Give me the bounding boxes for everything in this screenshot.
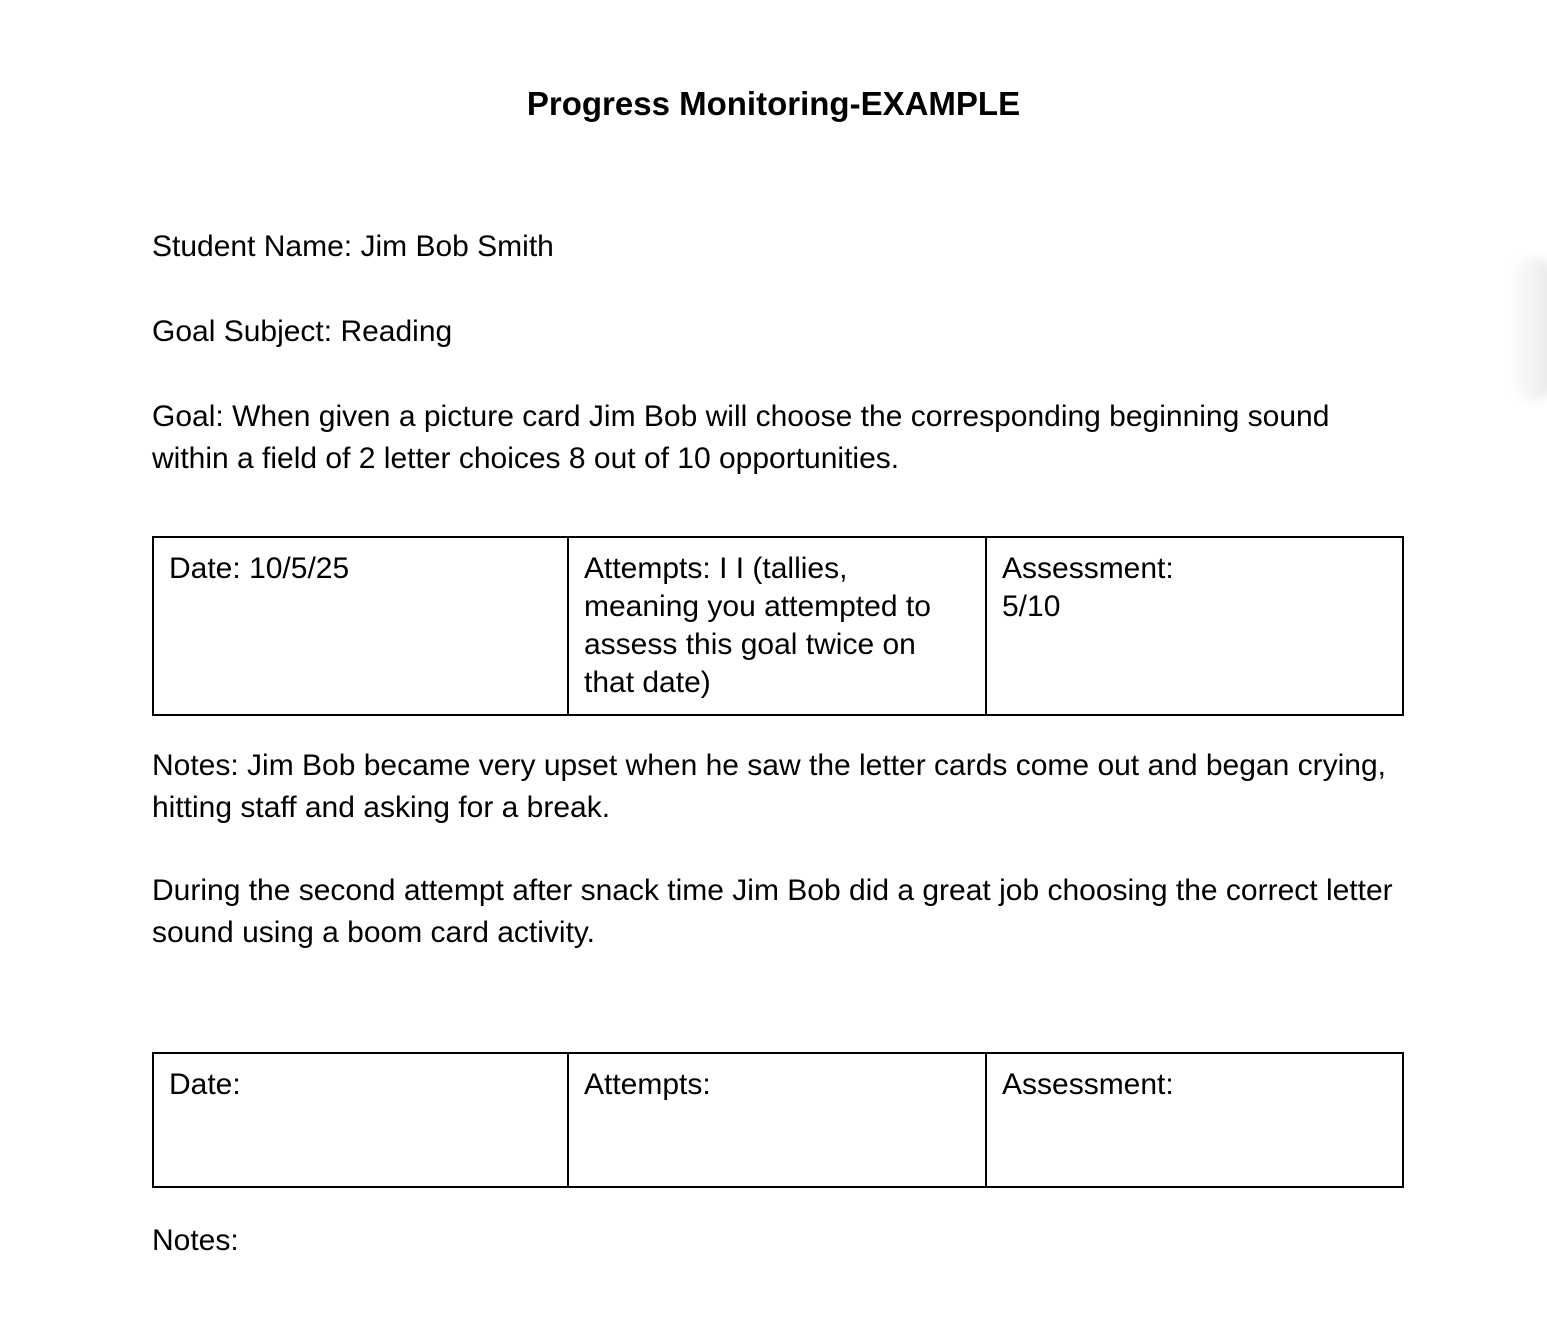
blank-progress-table (152, 1052, 1404, 1188)
attempts-label: Attempts: (584, 552, 711, 585)
assessment-label: Assessment: (1002, 552, 1174, 585)
second-attempt-paragraph: During the second attempt after snack time Jim Bob did a great job choosing the correct letter sound using a boom card activity. (152, 874, 1393, 949)
blank-date-label: Date: (169, 1068, 241, 1101)
blank-assessment-label: Assessment: (1002, 1068, 1174, 1101)
goal-subject-line (152, 311, 452, 353)
student-name-value: Jim Bob Smith (360, 230, 554, 263)
notes-paragraph: Notes: Jim Bob became very upset when he saw the letter cards come out and began crying, hitting staff and asking for a break. (152, 749, 1386, 824)
blank-assessment-cell (986, 1053, 1403, 1187)
goal-label: Goal: (152, 400, 224, 433)
blank-attempts-cell (568, 1053, 986, 1187)
right-edge-shadow (1507, 258, 1547, 400)
date-label: Date: (169, 552, 241, 585)
goal-subject-label: Goal Subject: (152, 315, 333, 348)
blank-notes-label: Notes: (152, 1224, 239, 1257)
page-title: Progress Monitoring-EXAMPLE (526, 85, 1021, 122)
goal-subject-value: Reading (340, 315, 453, 348)
student-name-line (152, 226, 554, 268)
assessment-value: 5/10 (1002, 590, 1061, 623)
goal-statement (152, 396, 1352, 480)
table-row (153, 1053, 1403, 1187)
attempts-cell (568, 537, 986, 715)
date-cell (153, 537, 568, 715)
goal-value: When given a picture card Jim Bob will choose the corresponding beginning sound within a field of 2 letter choices 8 out of 10 opportunities. (152, 400, 1330, 475)
progress-entry-table (152, 536, 1404, 716)
blank-date-cell (153, 1053, 568, 1187)
table-row (153, 537, 1403, 715)
blank-attempts-label: Attempts: (584, 1068, 711, 1101)
student-name-label: Student Name: (152, 230, 353, 263)
assessment-cell (986, 537, 1403, 715)
date-value: 10/5/25 (249, 552, 350, 585)
attempts-value: I I (tallies, meaning you attempted to assess this goal twice on that date) (584, 552, 931, 699)
